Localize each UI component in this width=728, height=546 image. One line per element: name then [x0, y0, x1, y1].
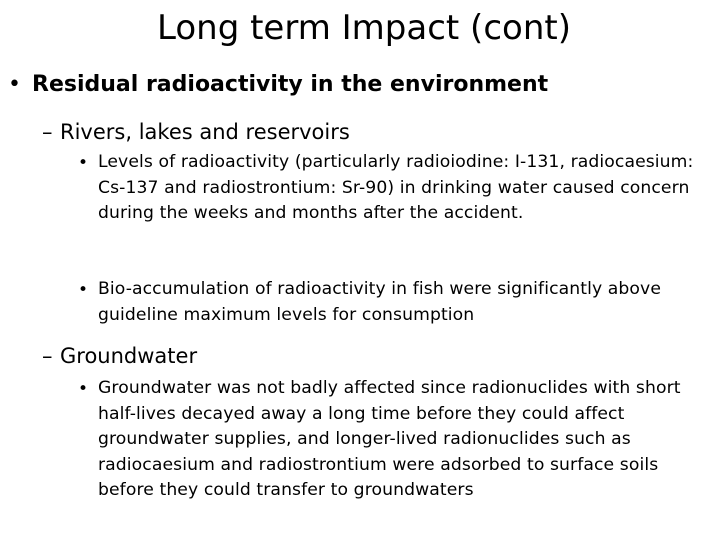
bullet-item-level-3: [78, 376, 703, 504]
bullet-text: Groundwater: [60, 344, 198, 368]
bullet-text: Groundwater was not badly affected since radionuclides with short half-lives decayed away a long time before they could affect groundwater supplies, and longer-lived radionuclides such as radiocaesium and radiostrontium were adsorbed to surface soils before they could transfer to groundwaters: [98, 378, 681, 501]
bullet-icon: •: [78, 280, 89, 300]
bullet-text: Bio-accumulation of radioactivity in fish were significantly above guideline maximum levels for consumption: [98, 279, 661, 325]
bullet-text: Rivers, lakes and reservoirs: [60, 120, 350, 144]
bullet-item-level-3: [78, 150, 703, 227]
bullet-icon: •: [8, 72, 21, 97]
dash-bullet-icon: –: [42, 120, 53, 144]
bullet-icon: •: [78, 153, 89, 173]
bullet-item-level-3: [78, 277, 703, 328]
bullet-text: Levels of radioactivity (particularly radioiodine: I-131, radiocaesium: Cs-137 and radiostrontium: Sr-90) in drinking water caused concern during the weeks and months after the accident.: [98, 152, 694, 224]
bullet-item-level-2: [42, 118, 350, 146]
bullet-item-level-1: [8, 70, 548, 100]
bullet-icon: •: [78, 379, 89, 399]
dash-bullet-icon: –: [42, 344, 53, 368]
bullet-text: Residual radioactivity in the environment: [32, 72, 549, 97]
bullet-item-level-2: [42, 342, 197, 370]
slide-title: Long term Impact (cont): [157, 8, 571, 48]
